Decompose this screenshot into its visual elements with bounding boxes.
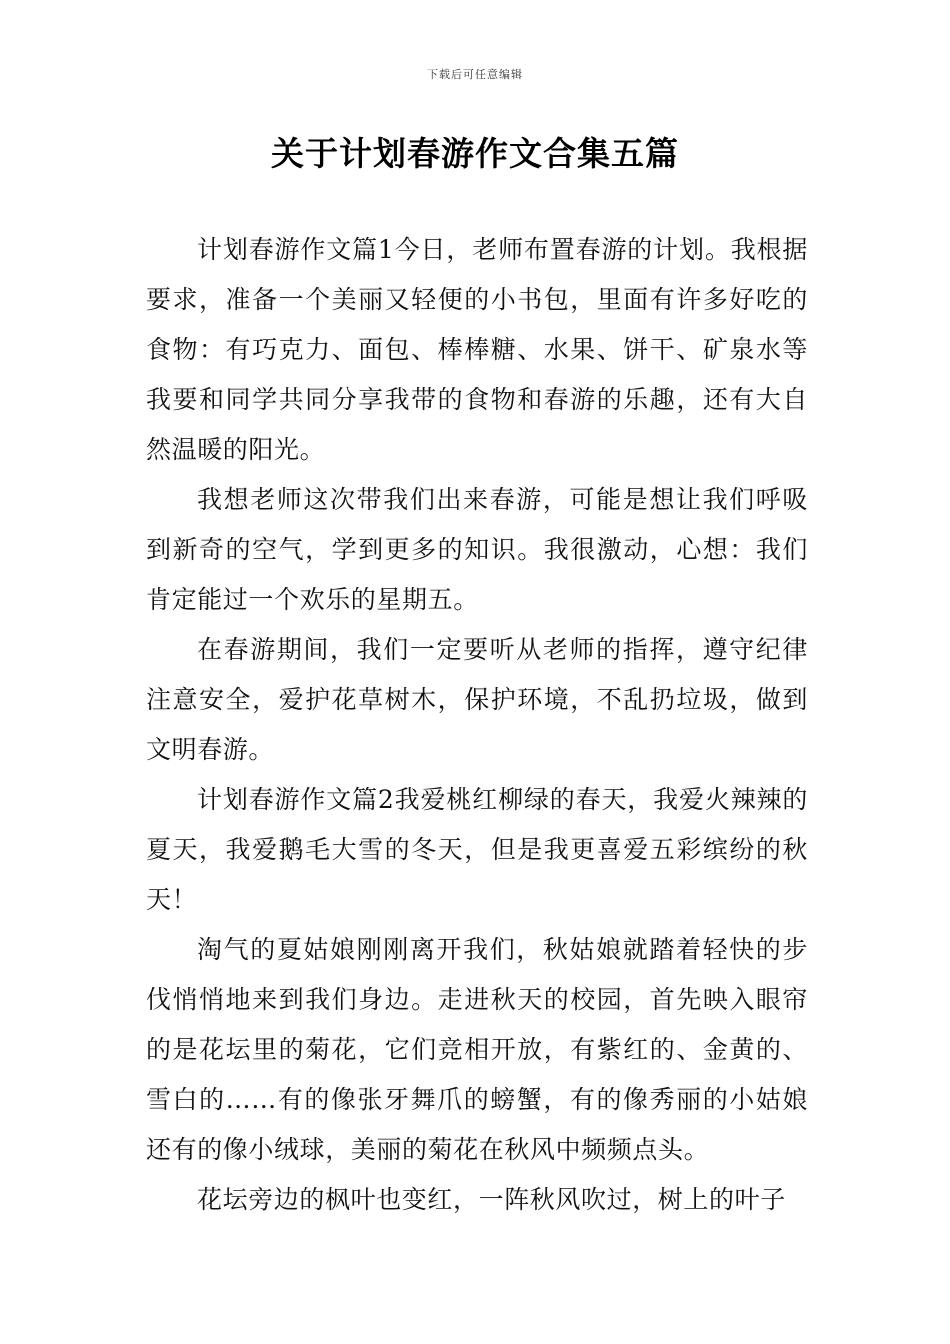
paragraph-1: 计划春游作文篇1今日，老师布置春游的计划。我根据要求，准备一个美丽又轻便的小书包，里面有许多好吃的食物：有巧克力、面包、棒棒糖、水果、饼干、矿泉水等我要和同学共同分享我带的食物和春游的乐趣，还有大自然温暖的阳光。 [146,235,808,464]
paragraph-4: 计划春游作文篇2我爱桃红柳绿的春天，我爱火辣辣的夏天，我爱鹅毛大雪的冬天，但是我更喜爱五彩缤纷的秋天！ [146,785,808,914]
paragraph-5: 淘气的夏姑娘刚刚离开我们，秋姑娘就踏着轻快的步伐悄悄地来到我们身边。走进秋天的校园，首先映入眼帘的是花坛里的菊花，它们竞相开放，有紫红的、金黄的、雪白的……有的像张牙舞爪的螃蟹，有的像秀丽的小姑娘还有的像小绒球，美丽的菊花在秋风中频频点头。 [146,935,808,1164]
paragraph-2: 我想老师这次带我们出来春游，可能是想让我们呼吸到新奇的空气，学到更多的知识。我很激动，心想：我们肯定能过一个欢乐的星期五。 [146,485,808,614]
header-note: 下载后可任意编辑 [427,68,523,81]
document-title: 关于计划春游作文合集五篇 [271,134,679,173]
paragraph-6: 花坛旁边的枫叶也变红，一阵秋风吹过，树上的叶子 [197,1185,786,1214]
paragraph-3: 在春游期间，我们一定要听从老师的指挥，遵守纪律注意安全，爱护花草树木，保护环境，不乱扔垃圾，做到文明春游。 [146,635,808,764]
document-body [146,225,808,1225]
